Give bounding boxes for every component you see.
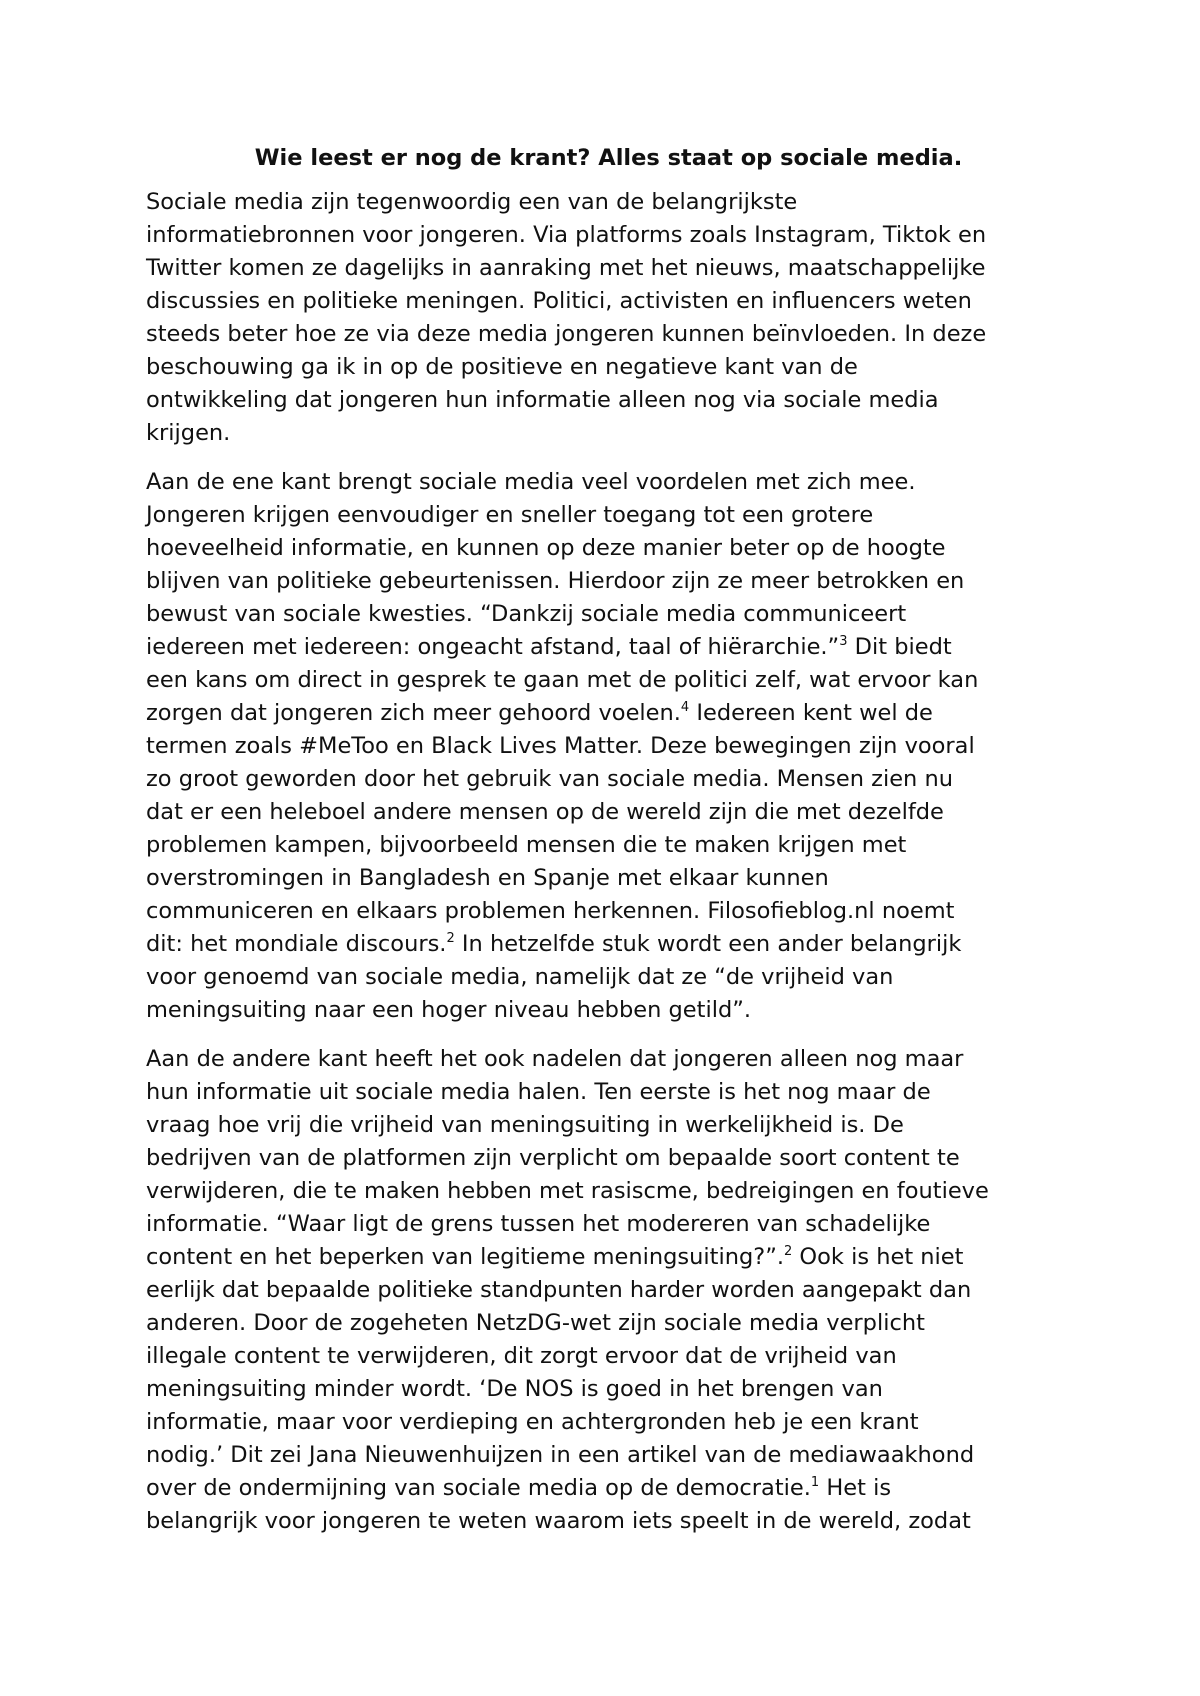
document-page — [146, 142, 1071, 1554]
text-line — [146, 1142, 1071, 1175]
text-line — [146, 1406, 1071, 1439]
text-segment: illegale content te verwijderen, dit zorgt ervoor dat de vrijheid van — [146, 1343, 897, 1369]
text-line — [146, 697, 1071, 730]
text-segment: Ook is het niet — [792, 1244, 964, 1270]
text-segment: Jongeren krijgen eenvoudiger en sneller toegang tot een grotere — [146, 502, 874, 528]
paragraph — [146, 1043, 1071, 1538]
text-segment: communiceren en elkaars problemen herkennen. Filosofieblog.nl noemt — [146, 898, 955, 924]
text-line — [146, 1241, 1071, 1274]
text-line — [146, 285, 1071, 318]
text-line — [146, 763, 1071, 796]
text-segment: nodig.’ Dit zei Jana Nieuwenhuijzen in een artikel van de mediawaakhond — [146, 1442, 975, 1468]
text-segment: Sociale media zijn tegenwoordig een van de belangrijkste — [146, 189, 798, 215]
footnote-reference: 2 — [784, 1244, 793, 1259]
text-segment: Iedereen kent wel de — [689, 700, 933, 726]
text-segment: Aan de andere kant heeft het ook nadelen dat jongeren alleen nog maar — [146, 1046, 964, 1072]
text-line — [146, 1274, 1071, 1307]
text-segment: blijven van politieke gebeurtenissen. Hierdoor zijn ze meer betrokken en — [146, 568, 965, 594]
text-segment: verwijderen, die te maken hebben met rasiscme, bedreigingen en foutieve — [146, 1178, 989, 1204]
text-segment: termen zoals #MeToo en Black Lives Matter. Deze bewegingen zijn vooral — [146, 733, 975, 759]
text-segment: over de ondermijning van sociale media op de democratie. — [146, 1475, 811, 1501]
text-line — [146, 1307, 1071, 1340]
text-line — [146, 928, 1071, 961]
text-segment: zorgen dat jongeren zich meer gehoord voelen. — [146, 700, 681, 726]
text-segment: eerlijk dat bepaalde politieke standpunten harder worden aangepakt dan — [146, 1277, 972, 1303]
text-line — [146, 1505, 1071, 1538]
text-line — [146, 186, 1071, 219]
text-line — [146, 565, 1071, 598]
text-segment: anderen. Door de zogeheten NetzDG-wet zijn sociale media verplicht — [146, 1310, 925, 1336]
document-body — [146, 186, 1071, 1538]
footnote-reference: 4 — [680, 700, 690, 715]
text-line — [146, 829, 1071, 862]
text-segment: content en het beperken van legitieme meningsuiting?”. — [146, 1244, 784, 1270]
text-line — [146, 961, 1071, 994]
text-segment: iedereen met iedereen: ongeacht afstand, taal of hiërarchie.” — [146, 634, 840, 660]
text-line — [146, 1340, 1071, 1373]
text-segment: bewust van sociale kwesties. “Dankzij sociale media communiceert — [146, 601, 907, 627]
text-line — [146, 862, 1071, 895]
footnote-reference: 3 — [839, 634, 848, 649]
text-segment: belangrijk voor jongeren te weten waarom iets speelt in de wereld, zodat — [146, 1508, 971, 1534]
text-segment: discussies en politieke meningen. Politici, activisten en influencers weten — [146, 288, 972, 314]
text-segment: problemen kampen, bijvoorbeeld mensen die te maken krijgen met — [146, 832, 907, 858]
text-line — [146, 895, 1071, 928]
text-segment: een kans om direct in gesprek te gaan met de politici zelf, wat ervoor kan — [146, 667, 979, 693]
text-segment: voor genoemd van sociale media, namelijk dat ze “de vrijheid van — [146, 964, 894, 990]
text-segment: steeds beter hoe ze via deze media jongeren kunnen beïnvloeden. In deze — [146, 321, 987, 347]
text-segment: meningsuiting minder wordt. ‘De NOS is goed in het brengen van — [146, 1376, 883, 1402]
text-line — [146, 351, 1071, 384]
text-segment: hun informatie uit sociale media halen. Ten eerste is het nog maar de — [146, 1079, 931, 1105]
text-line — [146, 1208, 1071, 1241]
text-segment: Aan de ene kant brengt sociale media veel voordelen met zich mee. — [146, 469, 916, 495]
text-segment: informatie. “Waar ligt de grens tussen het modereren van schadelijke — [146, 1211, 931, 1237]
text-line — [146, 1076, 1071, 1109]
text-segment: bedrijven van de platformen zijn verplicht om bepaalde soort content te — [146, 1145, 960, 1171]
text-segment: beschouwing ga ik in op de positieve en negatieve kant van de — [146, 354, 858, 380]
text-line — [146, 1472, 1071, 1505]
text-segment: meningsuiting naar een hoger niveau hebben getild”. — [146, 997, 752, 1023]
text-segment: informatie, maar voor verdieping en achtergronden heb je een krant — [146, 1409, 919, 1435]
footnote-reference: 2 — [446, 931, 455, 946]
text-line — [146, 664, 1071, 697]
text-line — [146, 796, 1071, 829]
text-line — [146, 252, 1071, 285]
text-line — [146, 730, 1071, 763]
text-segment: informatiebronnen voor jongeren. Via platforms zoals Instagram, Tiktok en — [146, 222, 987, 248]
text-segment: vraag hoe vrij die vrijheid van meningsuiting in werkelijkheid is. De — [146, 1112, 904, 1138]
text-segment: Dit biedt — [847, 634, 952, 660]
text-line — [146, 994, 1071, 1027]
paragraph — [146, 466, 1071, 1027]
text-segment: hoeveelheid informatie, en kunnen op deze manier beter op de hoogte — [146, 535, 946, 561]
text-line — [146, 532, 1071, 565]
text-line — [146, 219, 1071, 252]
text-line — [146, 1109, 1071, 1142]
text-segment: dat er een heleboel andere mensen op de wereld zijn die met dezelfde — [146, 799, 944, 825]
text-segment: ontwikkeling dat jongeren hun informatie alleen nog via sociale media — [146, 387, 939, 413]
text-line — [146, 1175, 1071, 1208]
text-line — [146, 318, 1071, 351]
text-line — [146, 1373, 1071, 1406]
document-title: Wie leest er nog de krant? Alles staat op sociale media. — [254, 145, 963, 171]
footnote-reference: 1 — [810, 1475, 820, 1490]
text-line — [146, 466, 1071, 499]
text-segment: In hetzelfde stuk wordt een ander belangrijk — [454, 931, 962, 957]
text-line — [146, 417, 1071, 450]
text-line — [146, 384, 1071, 417]
text-line — [146, 499, 1071, 532]
text-segment: overstromingen in Bangladesh en Spanje met elkaar kunnen — [146, 865, 829, 891]
text-segment: Het is — [819, 1475, 892, 1501]
text-segment: Twitter komen ze dagelijks in aanraking met het nieuws, maatschappelijke — [146, 255, 986, 281]
text-line — [146, 631, 1071, 664]
text-segment: dit: het mondiale discours. — [146, 931, 447, 957]
text-line — [146, 598, 1071, 631]
paragraph — [146, 186, 1071, 450]
text-segment: krijgen. — [146, 420, 231, 446]
text-line — [146, 1043, 1071, 1076]
text-segment: zo groot geworden door het gebruik van sociale media. Mensen zien nu — [146, 766, 953, 792]
text-line — [146, 1439, 1071, 1472]
